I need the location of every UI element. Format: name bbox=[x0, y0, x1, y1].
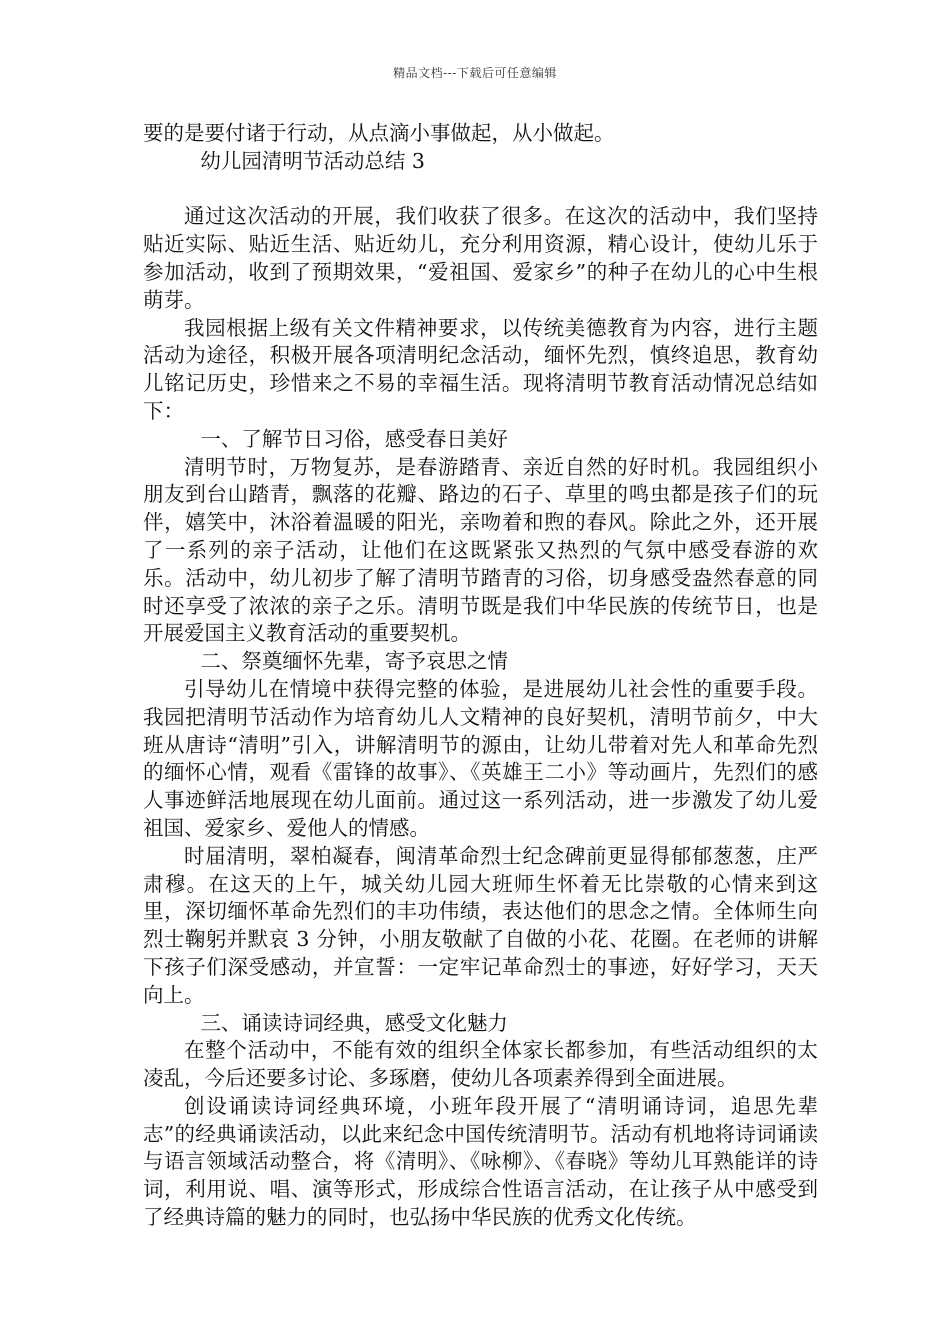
paragraph: 我园根据上级有关文件精神要求，以传统美德教育为内容，进行主题活动为途径，积极开展各项清明纪念活动，缅怀先烈，慎终追思，教育幼儿铭记历史，珍惜来之不易的幸福生活。现将清明节教育活动情况总结如下： bbox=[143, 315, 818, 423]
document-body bbox=[143, 120, 818, 1232]
lead-text: 要的是要付诸于行动，从点滴小事做起，从小做起。 bbox=[143, 121, 615, 145]
paragraph: 引导幼儿在情境中获得完整的体验，是进展幼儿社会性的重要手段。我园把清明节活动作为培育幼儿人文精神的良好契机，清明节前夕，中大班从唐诗“清明”引入，讲解清明节的源由，让幼儿带着对先人和革命先烈的缅怀心情，观看《雷锋的故事》、《英雄王二小》等动画片，先烈们的感人事迹鲜活地展现在幼儿面前。通过这一系列活动，进一步激发了幼儿爱祖国、爱家乡、爱他人的情感。 bbox=[143, 676, 818, 840]
section-heading: 一、了解节日习俗，感受春日美好 bbox=[200, 426, 508, 451]
paragraph: 清明节时，万物复苏，是春游踏青、亲近自然的好时机。我园组织小朋友到台山踏青，飘落的花瓣、路边的石子、草里的鸣虫都是孩子们的玩伴，嬉笑中，沐浴着温暖的阳光，亲吻着和煦的春风。除此之外，还开展了一系列的亲子活动，让他们在这既紧张又热烈的气氛中感受春游的欢乐。活动中，幼儿初步了解了清明节踏青的习俗，切身感受盎然春意的同时还享受了浓浓的亲子之乐。清明节既是我们中华民族的传统节日，也是开展爱国主义教育活动的重要契机。 bbox=[143, 454, 818, 646]
section-title: 幼儿园清明节活动总结 3 bbox=[200, 148, 425, 173]
section-heading: 三、诵读诗词经典，感受文化魅力 bbox=[200, 1010, 508, 1035]
paragraph: 在整个活动中，不能有效的组织全体家长都参加，有些活动组织的太凌乱，今后还要多讨论、多琢磨，使幼儿各项素养得到全面进展。 bbox=[143, 1038, 818, 1091]
blank-line bbox=[143, 176, 818, 204]
paragraph: 时届清明，翠柏凝春，闽清革命烈士纪念碑前更显得郁郁葱葱，庄严肃穆。在这天的上午，城关幼儿园大班师生怀着无比崇敬的心情来到这里，深切缅怀革命先烈们的丰功伟绩，表达他们的思念之情。全体师生向烈士鞠躬并默哀 3 分钟，小朋友敬献了自做的小花、花圈。在老师的讲解下孩子们深受感动，并宣誓：一定牢记革命烈士的事迹，好好学习，天天向上。 bbox=[143, 843, 818, 1007]
page-header: 精品文档---下载后可任意编辑 bbox=[393, 66, 557, 80]
paragraph: 通过这次活动的开展，我们收获了很多。在这次的活动中，我们坚持贴近实际、贴近生活、贴近幼儿，充分利用资源，精心设计，使幼儿乐于参加活动，收到了预期效果，“爱祖国、爱家乡”的种子在幼儿的心中生根萌芽。 bbox=[143, 204, 818, 312]
section-heading: 二、祭奠缅怀先辈，寄予哀思之情 bbox=[200, 649, 508, 674]
paragraph: 创设诵读诗词经典环境，小班年段开展了“清明诵诗词，追思先辈志”的经典诵读活动，以此来纪念中国传统清明节。活动有机地将诗词诵读与语言领域活动整合，将《清明》、《咏柳》、《春晓》等幼儿耳熟能详的诗词，利用说、唱、演等形式，形成综合性语言活动，在让孩子从中感受到了经典诗篇的魅力的同时，也弘扬中华民族的优秀文化传统。 bbox=[143, 1093, 818, 1230]
